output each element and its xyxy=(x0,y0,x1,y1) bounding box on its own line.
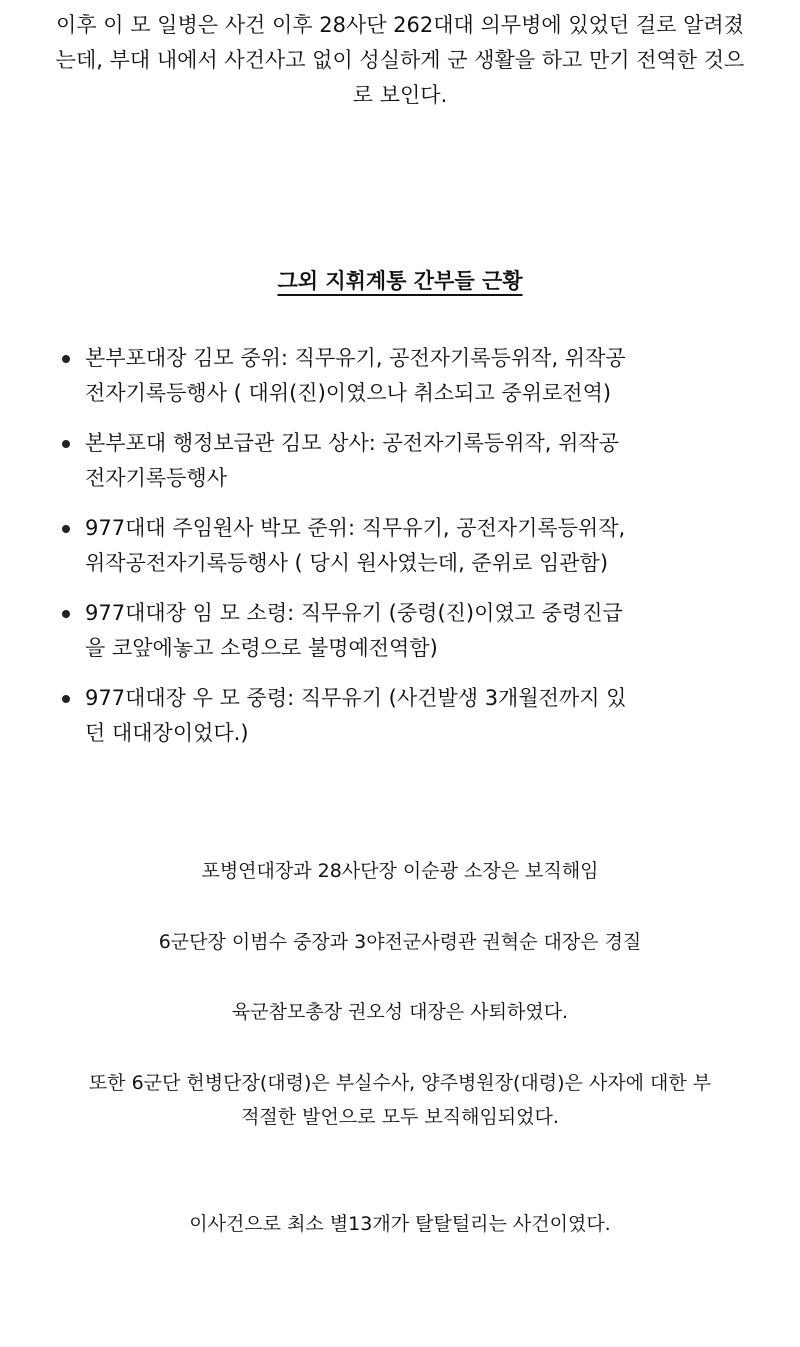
outcome-line: 또한 6군단 헌병단장(대령)은 부실수사, 양주병원장(대령)은 사자에 대한 부 xyxy=(88,1072,712,1094)
list-item-line: 본부포대 행정보급관 김모 상사: 공전자기록등위작, 위작공 xyxy=(85,431,619,455)
intro-line: 이후 이 모 일병은 사건 이후 28사단 262대대 의무병에 있었던 걸로 알려졌 xyxy=(56,13,744,37)
list-item-line: 977대대장 우 모 중령: 직무유기 (사건발생 3개월전까지 있 xyxy=(85,686,627,710)
list-item-line: 본부포대장 김모 중위: 직무유기, 공전자기록등위작, 위작공 xyxy=(85,346,626,370)
outcome-paragraph xyxy=(20,925,780,959)
outcome-line: 포병연대장과 28사단장 이순광 소장은 보직해임 xyxy=(201,860,599,882)
list-item-line: 을 코앞에놓고 소령으로 불명예전역함) xyxy=(85,636,438,660)
list-item xyxy=(60,681,775,751)
outcome-paragraph xyxy=(20,995,780,1029)
intro-paragraph xyxy=(20,8,780,113)
list-item xyxy=(60,426,775,496)
conclusion-line: 이사건으로 최소 별13개가 탈탈털리는 사건이였다. xyxy=(189,1213,611,1235)
list-item-line: 977대대 주임원사 박모 준위: 직무유기, 공전자기록등위작, xyxy=(85,516,626,540)
section-title: 그외 지휘계통 간부들 근황 xyxy=(277,269,523,293)
outcome-paragraph xyxy=(20,854,780,888)
intro-line: 는데, 부대 내에서 사건사고 없이 성실하게 군 생활을 하고 만기 전역한 것으 xyxy=(55,48,745,72)
list-item-line: 전자기록등행사 ( 대위(진)이였으나 취소되고 중위로전역) xyxy=(85,381,612,405)
list-item xyxy=(60,341,775,411)
outcome-line: 적절한 발언으로 모두 보직해임되었다. xyxy=(241,1106,559,1128)
conclusion-paragraph xyxy=(20,1207,780,1241)
officer-status-list xyxy=(60,341,775,766)
list-item-line: 977대대장 임 모 소령: 직무유기 (중령(진)이였고 중령진급 xyxy=(85,601,623,625)
list-item xyxy=(60,511,775,581)
list-item-line: 위작공전자기록등행사 ( 당시 원사였는데, 준위로 임관함) xyxy=(85,551,609,575)
list-item-line: 전자기록등행사 xyxy=(85,466,228,490)
list-item-line: 던 대대장이었다.) xyxy=(85,721,249,745)
intro-line: 로 보인다. xyxy=(352,83,448,107)
outcome-line: 육군참모총장 권오성 대장은 사퇴하였다. xyxy=(231,1001,569,1023)
outcome-line: 6군단장 이범수 중장과 3야전군사령관 권혁순 대장은 경질 xyxy=(158,931,642,953)
list-item xyxy=(60,596,775,666)
outcome-paragraph xyxy=(20,1066,780,1134)
